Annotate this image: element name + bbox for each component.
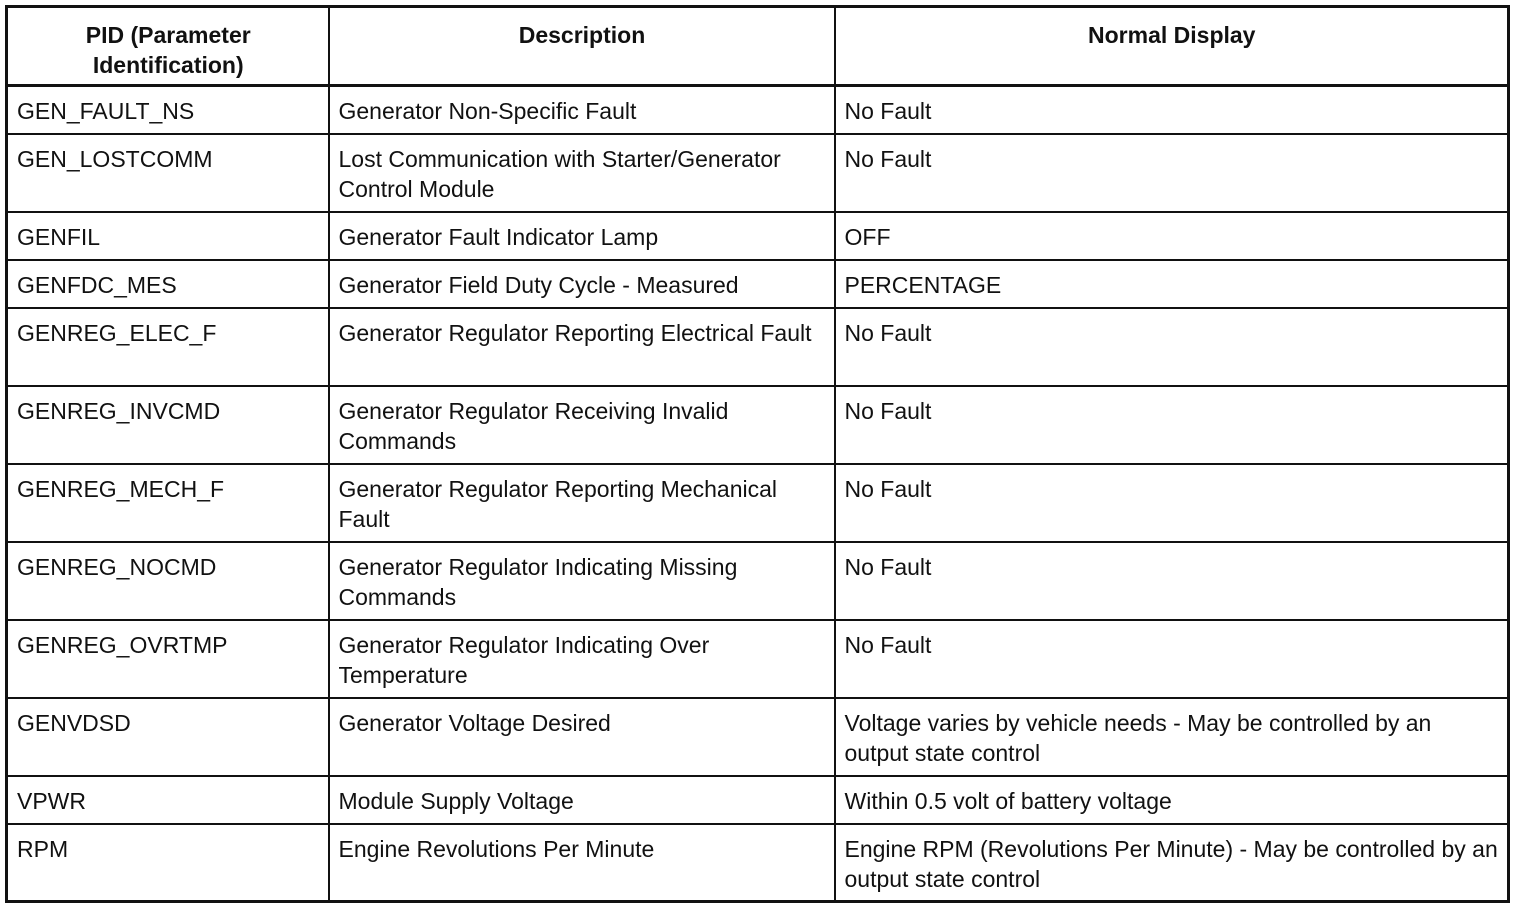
cell-description: Generator Non-Specific Fault	[329, 86, 835, 134]
header-pid: PID (Parameter Identification)	[7, 7, 329, 86]
cell-pid: GEN_LOSTCOMM	[7, 134, 329, 212]
cell-normal-display: Within 0.5 volt of battery voltage	[835, 776, 1509, 824]
table-row	[7, 212, 1509, 260]
table-row	[7, 308, 1509, 386]
cell-pid: VPWR	[7, 776, 329, 824]
cell-pid: RPM	[7, 824, 329, 902]
header-row	[7, 7, 1509, 86]
table-row	[7, 776, 1509, 824]
cell-normal-display: No Fault	[835, 86, 1509, 134]
table-row	[7, 464, 1509, 542]
header-normal-display: Normal Display	[835, 7, 1509, 86]
cell-normal-display: No Fault	[835, 134, 1509, 212]
cell-pid: GENFDC_MES	[7, 260, 329, 308]
cell-description: Generator Regulator Receiving Invalid Commands	[329, 386, 835, 464]
cell-normal-display: No Fault	[835, 386, 1509, 464]
table-row	[7, 620, 1509, 698]
cell-pid: GENREG_ELEC_F	[7, 308, 329, 386]
cell-normal-display: No Fault	[835, 542, 1509, 620]
cell-description: Generator Field Duty Cycle - Measured	[329, 260, 835, 308]
cell-pid: GENREG_INVCMD	[7, 386, 329, 464]
cell-pid: GENREG_MECH_F	[7, 464, 329, 542]
cell-description: Generator Regulator Reporting Mechanical Fault	[329, 464, 835, 542]
pid-table	[5, 5, 1510, 903]
cell-description: Generator Fault Indicator Lamp	[329, 212, 835, 260]
cell-description: Lost Communication with Starter/Generator Control Module	[329, 134, 835, 212]
cell-normal-display: PERCENTAGE	[835, 260, 1509, 308]
cell-normal-display: No Fault	[835, 464, 1509, 542]
cell-pid: GENREG_NOCMD	[7, 542, 329, 620]
cell-description: Generator Regulator Indicating Missing Commands	[329, 542, 835, 620]
cell-pid: GENFIL	[7, 212, 329, 260]
table-row	[7, 542, 1509, 620]
cell-description: Generator Voltage Desired	[329, 698, 835, 776]
cell-normal-display: Engine RPM (Revolutions Per Minute) - May be controlled by an output state control	[835, 824, 1509, 902]
cell-pid: GENVDSD	[7, 698, 329, 776]
table-row	[7, 698, 1509, 776]
table-row	[7, 134, 1509, 212]
table-row	[7, 824, 1509, 902]
cell-pid: GEN_FAULT_NS	[7, 86, 329, 134]
cell-normal-display: OFF	[835, 212, 1509, 260]
cell-pid: GENREG_OVRTMP	[7, 620, 329, 698]
cell-description: Module Supply Voltage	[329, 776, 835, 824]
cell-normal-display: No Fault	[835, 620, 1509, 698]
table-row	[7, 386, 1509, 464]
cell-normal-display: No Fault	[835, 308, 1509, 386]
cell-normal-display: Voltage varies by vehicle needs - May be controlled by an output state control	[835, 698, 1509, 776]
cell-description: Engine Revolutions Per Minute	[329, 824, 835, 902]
cell-description: Generator Regulator Reporting Electrical Fault	[329, 308, 835, 386]
table-row	[7, 260, 1509, 308]
cell-description: Generator Regulator Indicating Over Temperature	[329, 620, 835, 698]
header-description: Description	[329, 7, 835, 86]
table-row	[7, 86, 1509, 134]
